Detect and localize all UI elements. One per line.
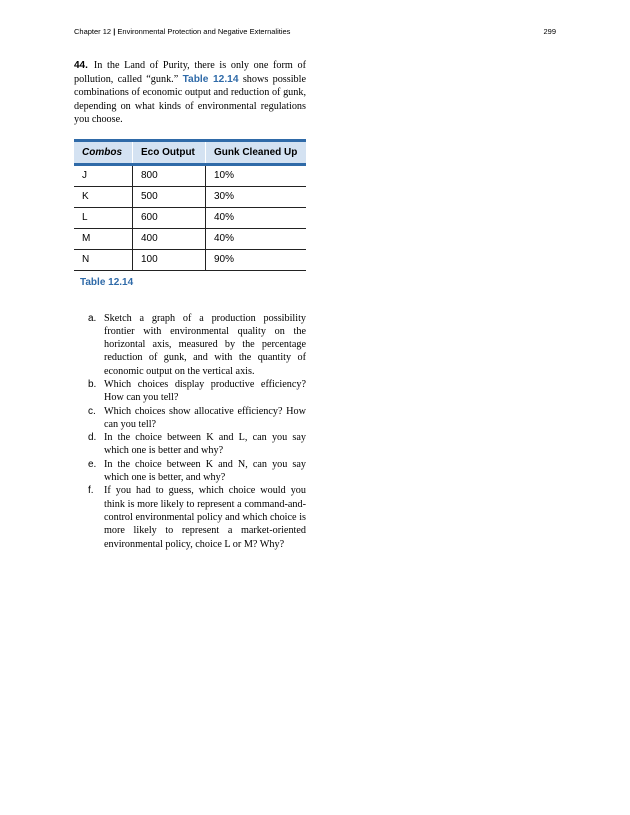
problem-text-after: shows possible combinations of economic output and reduction of gunk, depending on what kinds of environmental regulations you choose. — [74, 73, 307, 125]
table-cell: 10% — [206, 164, 307, 186]
list-item — [74, 458, 306, 485]
list-item — [74, 378, 306, 405]
list-item-text: In the choice between K and L, can you say which one is better and why? — [104, 432, 306, 457]
chapter-heading — [74, 26, 290, 38]
chapter-title: Environmental Protection and Negative Externalities — [117, 27, 291, 36]
column-header-eco-output: Eco Output — [133, 140, 206, 164]
problem-number: 44. — [74, 60, 88, 71]
table-row — [74, 186, 306, 207]
list-item-marker: f. — [88, 485, 94, 497]
column-header-combos: Combos — [74, 140, 133, 164]
list-item-marker: c. — [88, 405, 96, 417]
running-header — [74, 26, 556, 38]
list-item-text: If you had to guess, which choice would you think is more likely to represent a command-and-control environmental policy and which choice is more likely to represent a market-oriented environmental policy, choice L or M? Why? — [104, 485, 306, 550]
table-row — [74, 228, 306, 249]
question-parts-list — [74, 312, 306, 551]
list-item-text: Sketch a graph of a production possibility frontier with environmental quality on the horizontal axis, measured by the percentage reduction of gunk, and with the quantity of economic output on the vertical axis. — [104, 312, 306, 377]
list-item-marker: d. — [88, 432, 97, 444]
list-item — [74, 431, 306, 458]
list-item-marker: a. — [88, 312, 97, 324]
table-cell: 30% — [206, 186, 307, 207]
list-item-text: Which choices display productive efficiency? How can you tell? — [104, 378, 306, 404]
table-cell: 500 — [133, 186, 206, 207]
problem-statement — [74, 59, 306, 127]
table-cell: 800 — [133, 164, 206, 186]
problem-text-before: In the Land of Purity, there is only one form of pollution, called “gunk.” — [74, 60, 306, 85]
table-cell: L — [74, 207, 133, 228]
page-number: 299 — [543, 27, 556, 36]
table-caption: Table 12.14 — [80, 276, 134, 288]
table-header-row — [74, 140, 306, 164]
table-cell: J — [74, 164, 133, 186]
table-cell: 40% — [206, 207, 307, 228]
table-cell: 40% — [206, 228, 307, 249]
table-cell: 100 — [133, 249, 206, 270]
chapter-label: Chapter 12 — [74, 27, 112, 36]
table-row — [74, 164, 306, 186]
table-cell: 90% — [206, 249, 307, 270]
table-cell: K — [74, 186, 133, 207]
table-cell: 600 — [133, 207, 206, 228]
table-cell: M — [74, 228, 133, 249]
table-cell: 400 — [133, 228, 206, 249]
combos-table — [74, 139, 306, 271]
list-item — [74, 405, 306, 432]
list-item-marker: b. — [88, 378, 97, 390]
list-item — [74, 484, 306, 550]
list-item-text: In the choice between K and N, can you say which one is better, and why? — [104, 458, 306, 484]
list-item — [74, 312, 306, 378]
table-row — [74, 249, 306, 270]
table-reference-link[interactable]: Table 12.14 — [182, 73, 239, 85]
header-separator: | — [113, 27, 116, 36]
list-item-text: Which choices show allocative efficiency? How can you tell? — [104, 405, 306, 430]
table-cell: N — [74, 249, 133, 270]
page-content — [74, 59, 306, 551]
column-header-gunk-cleaned-up: Gunk Cleaned Up — [206, 140, 307, 164]
list-item-marker: e. — [88, 458, 97, 470]
table-row — [74, 207, 306, 228]
